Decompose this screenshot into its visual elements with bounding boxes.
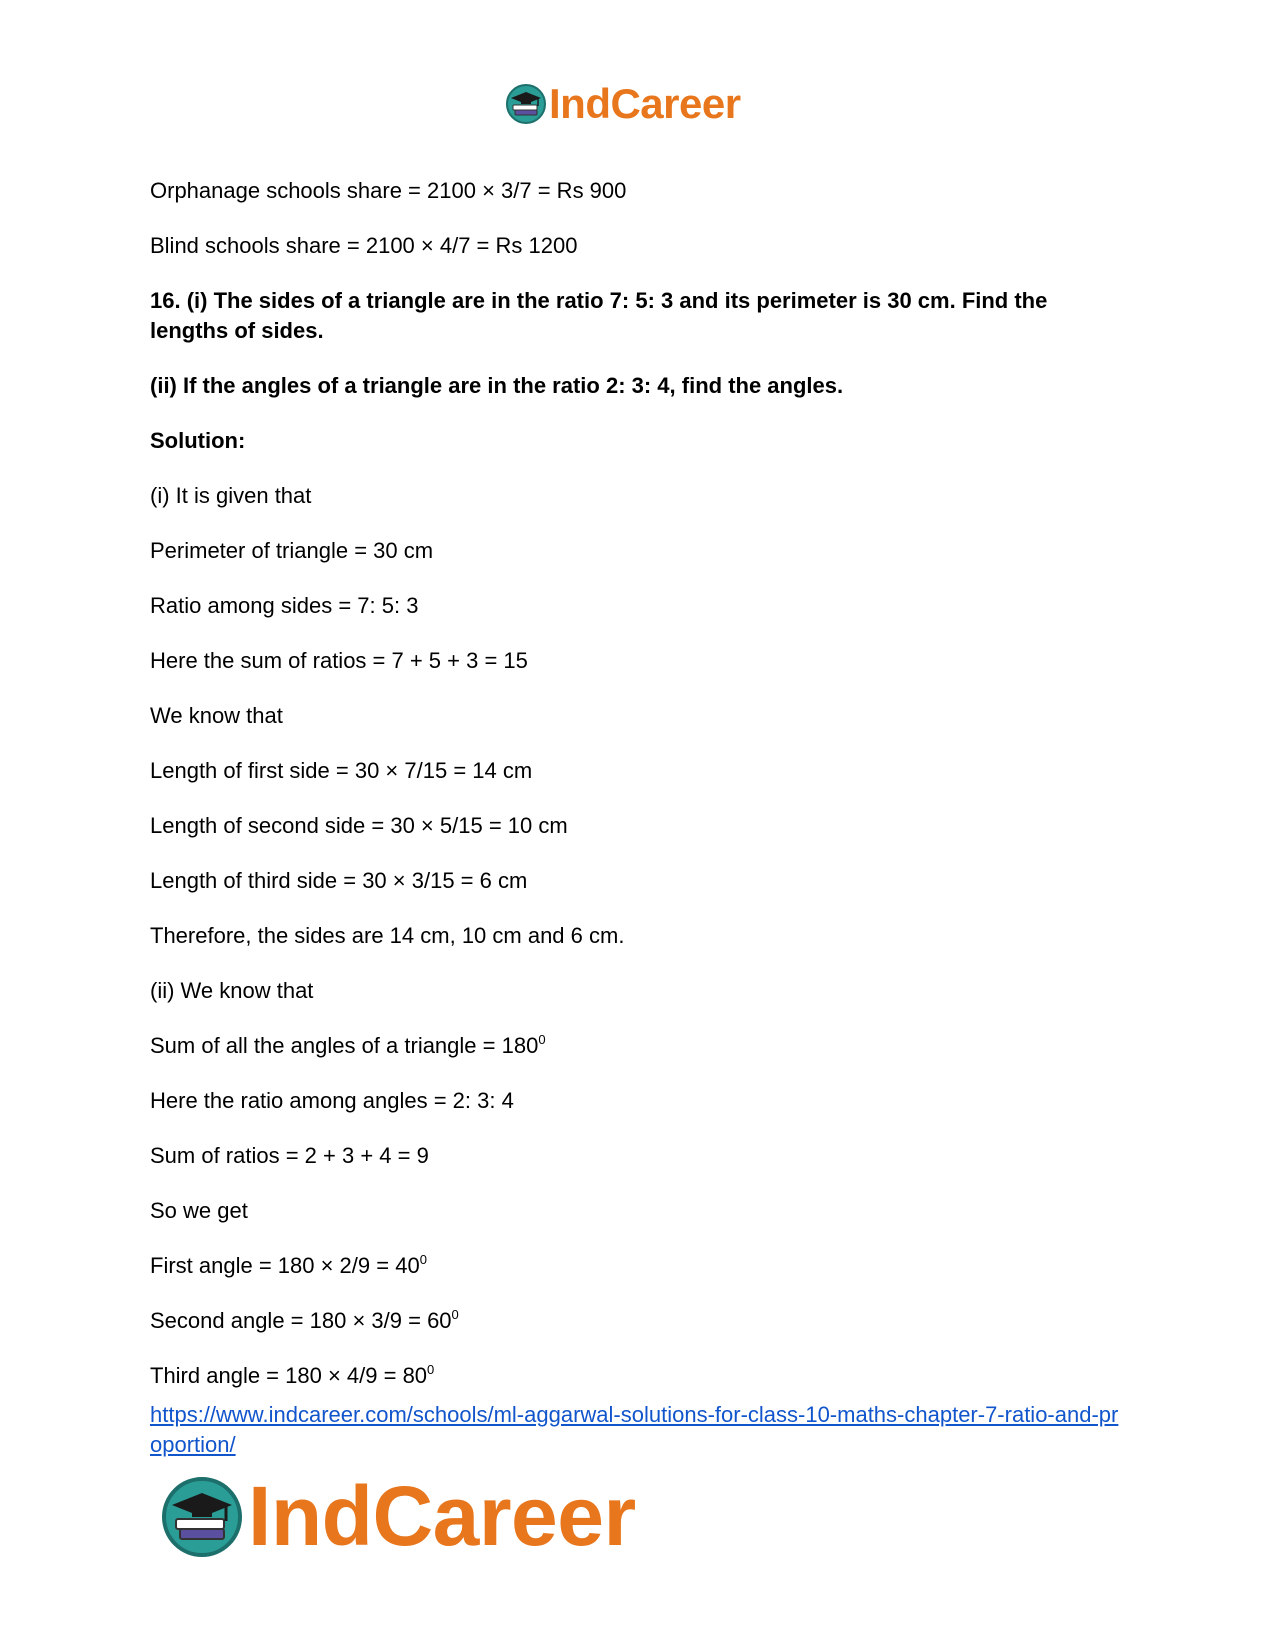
text-line: Therefore, the sides are 14 cm, 10 cm and 6 cm. (150, 923, 625, 948)
text-line: Perimeter of triangle = 30 cm (150, 538, 434, 563)
text-line: (ii) We know that (150, 978, 314, 1003)
text-line (150, 1251, 427, 1281)
text-main: Second angle = 180 × 3/9 = 60 (150, 1308, 452, 1333)
degree-superscript: 0 (427, 1362, 435, 1377)
text-line: Sum of ratios = 2 + 3 + 4 = 9 (150, 1143, 429, 1168)
text-line: Orphanage schools share = 2100 × 3/7 = Rs 900 (150, 178, 627, 203)
degree-superscript: 0 (538, 1032, 546, 1047)
text-line: Length of first side = 30 × 7/15 = 14 cm (150, 758, 533, 783)
question-heading: 16. (i) The sides of a triangle are in the ratio 7: 5: 3 and its perimeter is 30 cm. Find the (150, 288, 1048, 313)
footer-source-link[interactable]: https://www.indcareer.com/schools/ml-aggarwal-solutions-for-class-10-maths-chapter-7-ratio-and-proportion/ (150, 1402, 1119, 1457)
text-line: Here the sum of ratios = 7 + 5 + 3 = 15 (150, 648, 528, 673)
question-heading-cont: lengths of sides. (150, 318, 324, 343)
text-line: So we get (150, 1198, 248, 1223)
text-line: Length of second side = 30 × 5/15 = 10 cm (150, 813, 568, 838)
text-main: Sum of all the angles of a triangle = 180 (150, 1033, 539, 1058)
text-line: Here the ratio among angles = 2: 3: 4 (150, 1088, 514, 1113)
text-line: Length of third side = 30 × 3/15 = 6 cm (150, 868, 528, 893)
text-line: We know that (150, 703, 283, 728)
degree-superscript: 0 (419, 1252, 427, 1267)
text-line: (i) It is given that (150, 483, 312, 508)
indcareer-logo-bottom[interactable] (160, 1468, 636, 1565)
question-part-ii: (ii) If the angles of a triangle are in the ratio 2: 3: 4, find the angles. (150, 373, 844, 398)
logo-text: IndCareer (549, 80, 741, 127)
text-main: Third angle = 180 × 4/9 = 80 (150, 1363, 428, 1388)
text-line: Ratio among sides = 7: 5: 3 (150, 593, 419, 618)
text-main: First angle = 180 × 2/9 = 40 (150, 1253, 420, 1278)
text-line: Blind schools share = 2100 × 4/7 = Rs 1200 (150, 233, 578, 258)
indcareer-logo-top[interactable] (505, 80, 741, 128)
logo-text: IndCareer (248, 1469, 636, 1563)
text-line (150, 1031, 546, 1061)
book-mortarboard-logo-icon (160, 1475, 244, 1559)
book-mortarboard-logo-icon (505, 83, 547, 125)
text-line (150, 1306, 459, 1336)
degree-superscript: 0 (451, 1307, 459, 1322)
text-line (150, 1361, 434, 1391)
solution-heading: Solution: (150, 428, 246, 453)
